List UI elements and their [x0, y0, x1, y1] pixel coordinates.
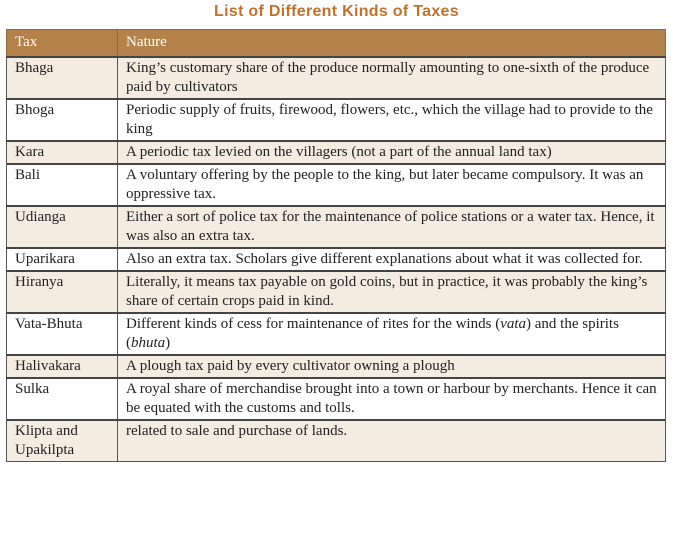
tax-nature-cell: King’s customary share of the produce normally amounting to one-sixth of the produce paid by cultivators: [118, 57, 666, 99]
tax-nature-cell: Periodic supply of fruits, firewood, flowers, etc., which the village had to provide to the king: [118, 99, 666, 141]
tax-name-cell: Bali: [7, 164, 118, 206]
tax-nature-cell: A voluntary offering by the people to the king, but later became compulsory. It was an oppressive tax.: [118, 164, 666, 206]
tax-name-cell: Uparikara: [7, 248, 118, 271]
page-title: List of Different Kinds of Taxes: [214, 3, 459, 20]
nature-text-part: ) and the spirits (: [126, 316, 619, 351]
table-row: [7, 164, 666, 206]
nature-text-part: Different kinds of cess for maintenance of rites for the winds (: [126, 316, 501, 332]
table-row: [7, 378, 666, 420]
table-row: [7, 99, 666, 141]
table-row: [7, 248, 666, 271]
tax-name-cell: Bhoga: [7, 99, 118, 141]
tax-name-cell: Sulka: [7, 378, 118, 420]
tax-table: [6, 29, 666, 462]
table-row: [7, 355, 666, 378]
table-row: [7, 271, 666, 313]
tax-nature-cell: A royal share of merchandise brought into a town or harbour by merchants. Hence it can be equated with the customs and tolls.: [118, 378, 666, 420]
table-row: [7, 57, 666, 99]
table-header-row: [7, 30, 666, 58]
tax-name-cell: Halivakara: [7, 355, 118, 378]
nature-italic-term: vata: [500, 316, 527, 332]
table-row: [7, 420, 666, 462]
tax-name-cell: Udianga: [7, 206, 118, 248]
tax-nature-cell: [118, 313, 666, 355]
tax-name-cell: Vata-Bhuta: [7, 313, 118, 355]
tax-nature-cell: related to sale and purchase of lands.: [118, 420, 666, 462]
column-header-tax: Tax: [7, 30, 118, 58]
tax-name-cell: Bhaga: [7, 57, 118, 99]
tax-nature-cell: A periodic tax levied on the villagers (not a part of the annual land tax): [118, 141, 666, 164]
tax-name-cell: Klipta and Upakilpta: [7, 420, 118, 462]
column-header-nature: Nature: [118, 30, 666, 58]
tax-nature-cell: Either a sort of police tax for the maintenance of police stations or a water tax. Hence, it was also an extra tax.: [118, 206, 666, 248]
table-row: [7, 206, 666, 248]
tax-nature-cell: A plough tax paid by every cultivator owning a plough: [118, 355, 666, 378]
tax-nature-cell: Literally, it means tax payable on gold coins, but in practice, it was probably the king’s share of certain crops paid in kind.: [118, 271, 666, 313]
nature-italic-term: bhuta: [131, 335, 166, 351]
table-row: [7, 141, 666, 164]
tax-name-cell: Hiranya: [7, 271, 118, 313]
tax-name-cell: Kara: [7, 141, 118, 164]
tax-nature-cell: Also an extra tax. Scholars give different explanations about what it was collected for.: [118, 248, 666, 271]
table-row: [7, 313, 666, 355]
nature-text-part: ): [165, 335, 171, 351]
